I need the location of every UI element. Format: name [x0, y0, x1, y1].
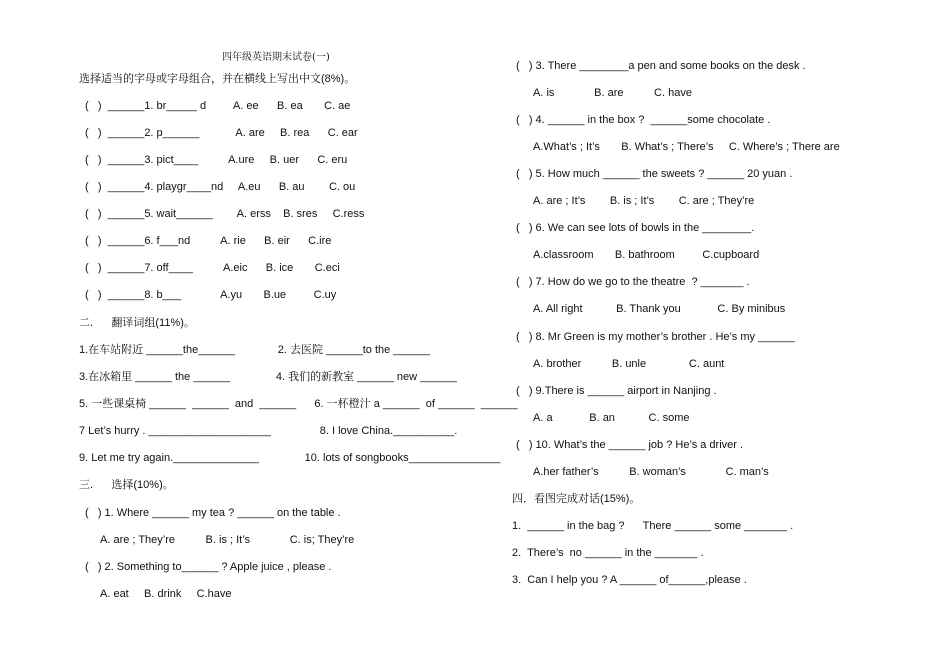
- s1-item: ( ) ______7. off____ A.eic B. ice C.eci: [85, 262, 340, 274]
- section-1-heading: 选择适当的字母或字母组合，并在横线上写出中文(8%)。: [79, 73, 356, 85]
- s3-question: ( ) 8. Mr Green is my mother’s brother . He’s my ______: [516, 331, 795, 343]
- s2-line: 3.在冰箱里 ______ the ______ 4. 我们的新教室 ______ new ______: [79, 371, 457, 383]
- s3-options: A. are ; It’s B. is ; It’s C. are ; They’re: [533, 195, 755, 207]
- s2-line: 1.在车站附近 ______the______ 2. 去医院 ______to the ______: [79, 344, 430, 356]
- s3-options: A. All right B. Thank you C. By minibus: [533, 303, 786, 315]
- s2-line: 9. Let me try again.______________ 10. lots of songbooks_______________: [79, 452, 501, 464]
- s2-line: 5. 一些课桌椅 ______ ______ and ______ 6. 一杯橙汁 a ______ of ______ ______: [79, 398, 518, 410]
- s1-item: ( ) ______5. wait______ A. erss B. sres C.ress: [85, 208, 365, 220]
- s3-options: A. is B. are C. have: [533, 87, 692, 99]
- s3-options: A.her father’s B. woman’s C. man’s: [533, 466, 769, 478]
- s3-options: A. a B. an C. some: [533, 412, 690, 424]
- s3-options: A.classroom B. bathroom C.cupboard: [533, 249, 760, 261]
- page-title: 四年级英语期末试卷(一): [222, 52, 330, 63]
- s3-question: ( ) 10. What’s the ______ job ? He’s a driver .: [516, 439, 744, 451]
- s4-line: 2. There’s no ______ in the _______ .: [512, 547, 704, 559]
- s2-line: 7 Let’s hurry . ____________________ 8. I love China.__________.: [79, 425, 458, 437]
- s1-item: ( ) ______4. playgr____nd A.eu B. au C. ou: [85, 181, 356, 193]
- s3-question: ( ) 3. There ________a pen and some books on the desk .: [516, 60, 806, 72]
- section-2-heading: 二. 翻译词组(11%)。: [79, 317, 195, 329]
- s3-question: ( ) 2. Something to______ ? Apple juice , please .: [85, 561, 332, 573]
- s3-options: A. brother B. unle C. aunt: [533, 358, 725, 370]
- s3-options: A. eat B. drink C.have: [100, 588, 232, 600]
- section-4-heading: 四．看图完成对话(15%)。: [512, 493, 641, 505]
- s4-line: 3. Can I help you ? A ______ of______,please .: [512, 574, 747, 586]
- s3-question: ( ) 9.There is ______ airport in Nanjing .: [516, 385, 717, 397]
- s3-question: ( ) 6. We can see lots of bowls in the ________.: [516, 222, 755, 234]
- s3-question: ( ) 5. How much ______ the sweets ? ______ 20 yuan .: [516, 168, 793, 180]
- section-3-heading: 三. 选择(10%)。: [79, 479, 174, 491]
- s1-item: ( ) ______8. b___ A.yu B.ue C.uy: [85, 289, 337, 301]
- s1-item: ( ) ______3. pict____ A.ure B. uer C. eru: [85, 154, 348, 166]
- s1-item: ( ) ______6. f___nd A. rie B. eir C.ire: [85, 235, 332, 247]
- s3-question: ( ) 7. How do we go to the theatre ? _______ .: [516, 276, 750, 288]
- s3-options: A.What’s ; It’s B. What’s ; There’s C. Where’s ; There are: [533, 141, 840, 153]
- s4-line: 1. ______ in the bag ? There ______ some _______ .: [512, 520, 794, 532]
- s1-item: ( ) ______2. p______ A. are B. rea C. ear: [85, 127, 358, 139]
- s3-question: ( ) 4. ______ in the box ? ______some chocolate .: [516, 114, 771, 126]
- s1-item: ( ) ______1. br_____ d A. ee B. ea C. ae: [85, 100, 351, 112]
- s3-question: ( ) 1. Where ______ my tea ? ______ on the table .: [85, 507, 341, 519]
- s3-options: A. are ; They’re B. is ; It’s C. is; They’re: [100, 534, 355, 546]
